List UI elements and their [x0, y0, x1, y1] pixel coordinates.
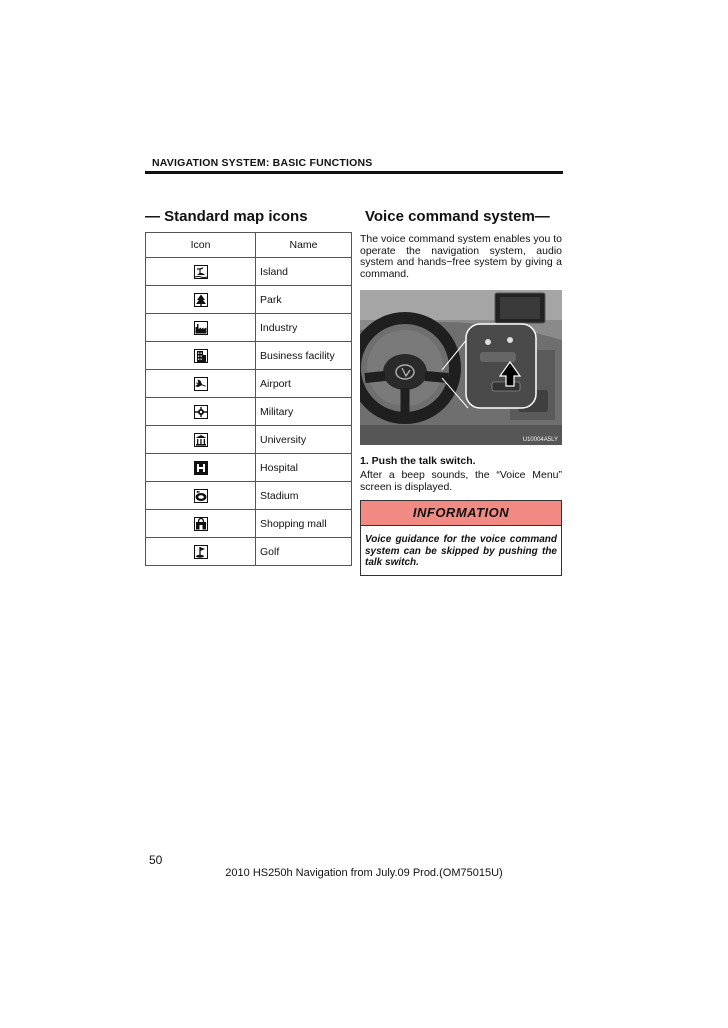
- icon-column-header: Icon: [146, 233, 256, 258]
- table-cell-name: Stadium: [256, 482, 352, 510]
- table-cell-name: Industry: [256, 314, 352, 342]
- industry-icon: [194, 321, 208, 335]
- photo-caption: U10004A5LY: [522, 437, 558, 443]
- information-heading: INFORMATION: [361, 501, 561, 526]
- table-cell-name: Military: [256, 398, 352, 426]
- business-facility-icon: [194, 349, 208, 363]
- header-rule: [145, 171, 563, 174]
- table-cell-name: Shopping mall: [256, 510, 352, 538]
- information-box: [360, 500, 562, 576]
- map-icons-table: [145, 232, 352, 566]
- table-cell-name: Airport: [256, 370, 352, 398]
- table-cell-name: Hospital: [256, 454, 352, 482]
- golf-icon: [194, 545, 208, 559]
- header-title: NAVIGATION SYSTEM: BASIC FUNCTIONS: [152, 157, 373, 169]
- table-header-row: [146, 233, 352, 258]
- voice-command-title: Voice command system—: [365, 208, 550, 225]
- table-row: [146, 286, 352, 314]
- stadium-icon: [194, 489, 208, 503]
- table-cell-name: Golf: [256, 538, 352, 566]
- table-row: [146, 370, 352, 398]
- table-cell-name: Park: [256, 286, 352, 314]
- military-icon: [194, 405, 208, 419]
- table-row: [146, 398, 352, 426]
- island-icon: [194, 265, 208, 279]
- table-row: [146, 482, 352, 510]
- table-row: [146, 258, 352, 286]
- airport-icon: [194, 377, 208, 391]
- step-1-description: After a beep sounds, the “Voice Menu” screen is displayed.: [360, 469, 562, 493]
- footer-text: 2010 HS250h Navigation from July.09 Prod.(OM75015U): [225, 867, 503, 879]
- standard-map-icons-title: — Standard map icons: [145, 208, 308, 225]
- park-icon: [194, 293, 208, 307]
- shopping-mall-icon: [194, 517, 208, 531]
- hospital-icon: [194, 461, 208, 475]
- step-1: 1. Push the talk switch.: [360, 455, 476, 467]
- table-cell-name: Island: [256, 258, 352, 286]
- name-column-header: Name: [256, 233, 352, 258]
- table-cell-name: Business facility: [256, 342, 352, 370]
- steering-wheel-illustration: [360, 290, 562, 445]
- table-row: [146, 454, 352, 482]
- voice-command-intro: The voice command system enables you to operate the navigation system, audio system and hands−free system by giving a command.: [360, 233, 562, 280]
- table-cell-name: University: [256, 426, 352, 454]
- table-row: [146, 538, 352, 566]
- information-text: Voice guidance for the voice command system can be skipped by pushing the talk switch.: [365, 534, 557, 568]
- steering-wheel-photo: [360, 290, 562, 445]
- table-row: [146, 342, 352, 370]
- page-number: 50: [149, 853, 163, 867]
- table-row: [146, 510, 352, 538]
- table-row: [146, 314, 352, 342]
- table-row: [146, 426, 352, 454]
- university-icon: [194, 433, 208, 447]
